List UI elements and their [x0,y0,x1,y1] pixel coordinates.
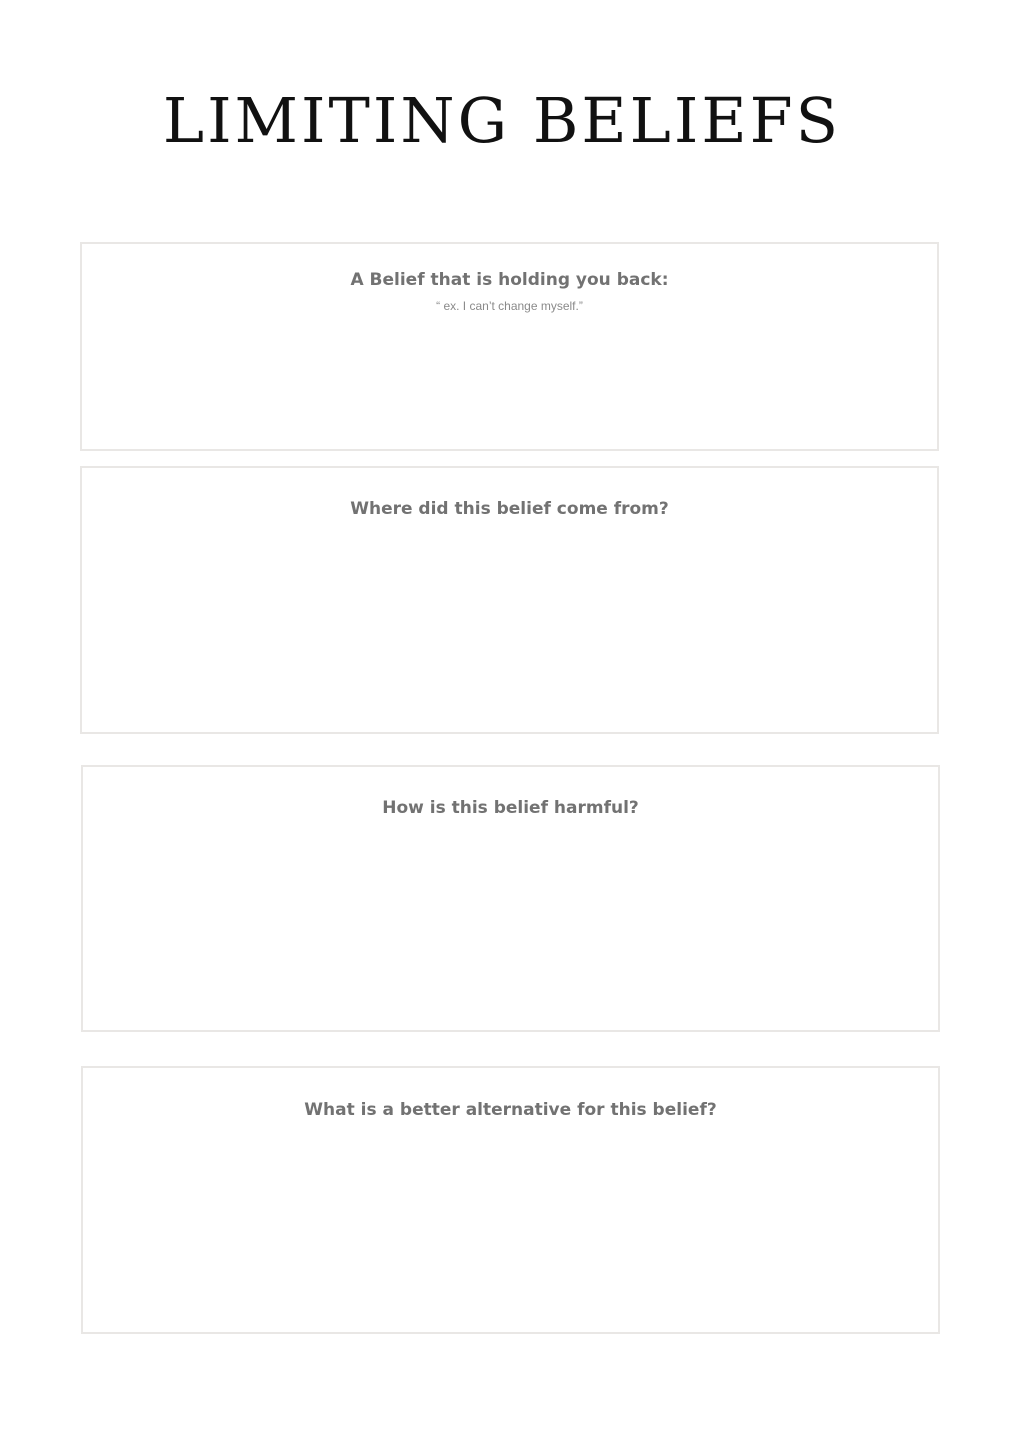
harm-question: How is this belief harmful? [382,798,639,818]
belief-example-hint: “ ex. I can’t change myself.” [436,299,583,313]
origin-answer-box[interactable] [80,466,939,734]
origin-question: Where did this belief come from? [350,499,669,519]
belief-answer-box[interactable] [80,242,939,451]
alternative-question: What is a better alternative for this belief? [304,1100,717,1120]
harm-answer-box[interactable] [81,765,940,1032]
page-title: LIMITING BELIEFS [162,84,842,157]
alternative-answer-box[interactable] [81,1066,940,1334]
belief-question: A Belief that is holding you back: [350,270,669,290]
